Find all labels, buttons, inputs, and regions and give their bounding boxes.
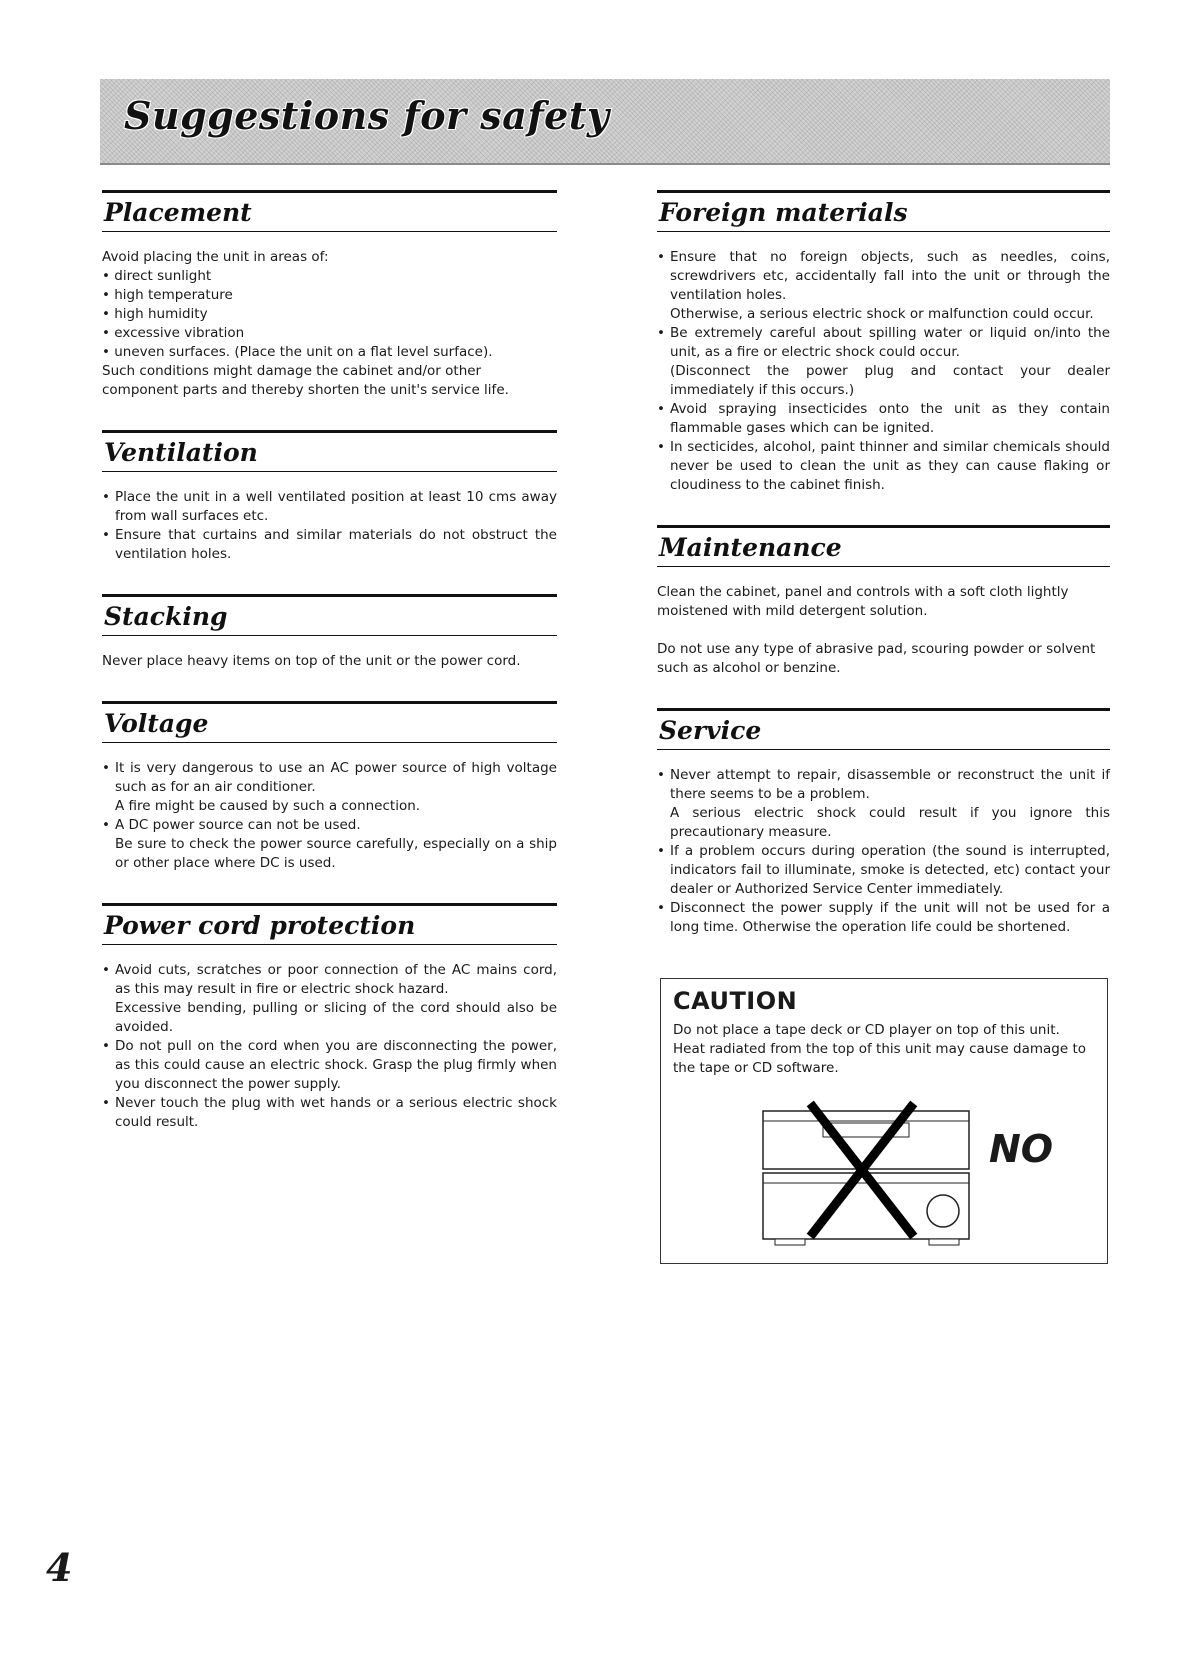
ventilation-header [102, 430, 557, 472]
caution-text-1: Do not place a tape deck or CD player on top of this unit. [673, 1022, 1060, 1038]
voltage-item-sub: A fire might be caused by such a connection. [115, 798, 421, 814]
right-column [657, 190, 1110, 967]
foreign-item-sub: (Disconnect the power plug and contact your dealer immediately if this occurs.) [670, 363, 1110, 398]
foreign-title: Foreign materials [659, 198, 908, 227]
placement-section [102, 190, 557, 400]
voltage-item [102, 759, 557, 816]
foreign-item-main: Be extremely careful about spilling water or liquid on/into the unit, as a fire or electric shock could occur. [670, 325, 1110, 360]
voltage-title: Voltage [104, 709, 209, 738]
maintenance-title: Maintenance [659, 533, 842, 562]
foreign-item-main: In secticides, alcohol, paint thinner and similar chemicals should never be used to clean the unit as they can cause flaking or cloudiness to the cabinet finish. [670, 439, 1110, 493]
title-banner [100, 79, 1110, 165]
voltage-item-main: It is very dangerous to use an AC power source of high voltage such as for an air conditioner. [115, 760, 557, 795]
caution-title: CAUTION [673, 987, 798, 1015]
service-item-main: Never attempt to repair, disassemble or reconstruct the unit if there seems to be a problem. [670, 767, 1110, 802]
placement-item: • high humidity [102, 306, 208, 322]
placement-item: • direct sunlight [102, 268, 212, 284]
ventilation-list [102, 488, 557, 564]
power-cord-item [102, 1037, 557, 1094]
foreign-item [657, 248, 1110, 324]
service-item-main: Disconnect the power supply if the unit will not be used for a long time. Otherwise the operation life could be shortened. [670, 900, 1110, 935]
power-cord-title: Power cord protection [104, 911, 416, 940]
service-section [657, 708, 1110, 937]
power-cord-item-main: Avoid cuts, scratches or poor connection of the AC mains cord, as this may result in fire or electric shock hazard. [115, 962, 557, 997]
ventilation-item: • Ensure that curtains and similar materials do not obstruct the ventilation holes. [102, 526, 557, 564]
service-item [657, 842, 1110, 899]
foreign-item-main: Ensure that no foreign objects, such as needles, coins, screwdrivers etc, accidentally fall into the unit or through the ventilation holes. [670, 249, 1110, 303]
power-cord-list [102, 961, 557, 1132]
service-item-sub: A serious electric shock could result if you ignore this precautionary measure. [670, 805, 1110, 840]
power-cord-item-sub: Excessive bending, pulling or slicing of the cord should also be avoided. [115, 1000, 557, 1035]
page-number: 4 [46, 1545, 73, 1590]
foreign-item [657, 438, 1110, 495]
ventilation-section [102, 430, 557, 564]
voltage-item-sub: Be sure to check the power source carefully, especially on a ship or other place where DC is used. [115, 836, 557, 871]
service-header [657, 708, 1110, 750]
caution-text-2: Heat radiated from the top of this unit may cause damage to the tape or CD software. [673, 1041, 1087, 1076]
foreign-item [657, 324, 1110, 400]
caution-box [660, 978, 1108, 1264]
service-title: Service [659, 716, 762, 745]
power-cord-item [102, 961, 557, 1037]
stacking-text: Never place heavy items on top of the unit or the power cord. [102, 653, 521, 669]
foreign-item-sub: Otherwise, a serious electric shock or malfunction could occur. [670, 306, 1094, 322]
service-item-main: If a problem occurs during operation (the sound is interrupted, indicators fail to illuminate, smoke is detected, etc) contact your dealer or Authorized Service Center immediately. [670, 843, 1110, 897]
placement-list [102, 267, 557, 362]
placement-title: Placement [104, 198, 252, 227]
no-label: NO [989, 1127, 1054, 1171]
stacking-header [102, 594, 557, 636]
power-cord-item-main: Never touch the plug with wet hands or a serious electric shock could result. [115, 1095, 557, 1130]
stacking-section [102, 594, 557, 671]
foreign-item-main: Avoid spraying insecticides onto the unit as they contain flammable gases which can be ignited. [670, 401, 1110, 436]
service-item [657, 766, 1110, 842]
foreign-item [657, 400, 1110, 438]
placement-item: • high temperature [102, 287, 233, 303]
placement-intro: Avoid placing the unit in areas of: [102, 249, 329, 265]
maintenance-section [657, 525, 1110, 678]
placement-item: • uneven surfaces. (Place the unit on a flat level surface). [102, 344, 493, 360]
placement-header [102, 190, 557, 232]
voltage-header [102, 701, 557, 743]
maintenance-text-2: Do not use any type of abrasive pad, scouring powder or solvent such as alcohol or benzine. [657, 641, 1096, 676]
ventilation-title: Ventilation [104, 438, 258, 467]
voltage-list [102, 759, 557, 873]
foreign-header [657, 190, 1110, 232]
left-column [102, 190, 557, 1162]
power-cord-item-main: Do not pull on the cord when you are disconnecting the power, as this could cause an electric shock. Grasp the plug firmly when you disconnect the power supply. [115, 1038, 557, 1092]
ventilation-item: • Place the unit in a well ventilated position at least 10 cms away from wall surfaces etc. [102, 488, 557, 526]
foot-left [775, 1239, 805, 1245]
placement-item: • excessive vibration [102, 325, 245, 341]
volume-knob-shape [927, 1195, 959, 1227]
power-cord-section [102, 903, 557, 1132]
voltage-section [102, 701, 557, 873]
stacking-title: Stacking [104, 602, 228, 631]
foreign-list [657, 248, 1110, 495]
foreign-section [657, 190, 1110, 495]
foot-right [929, 1239, 959, 1245]
page-title: Suggestions for safety [124, 93, 610, 138]
service-item [657, 899, 1110, 937]
voltage-item-main: A DC power source can not be used. [115, 817, 361, 833]
maintenance-text-1: Clean the cabinet, panel and controls with a soft cloth lightly moistened with mild detergent solution. [657, 584, 1069, 619]
power-cord-item [102, 1094, 557, 1132]
service-list [657, 766, 1110, 937]
stacked-units-illustration [761, 1099, 971, 1249]
placement-outro: Such conditions might damage the cabinet and/or other component parts and thereby shorten the unit's service life. [102, 363, 509, 398]
power-cord-header [102, 903, 557, 945]
voltage-item [102, 816, 557, 873]
maintenance-header [657, 525, 1110, 567]
